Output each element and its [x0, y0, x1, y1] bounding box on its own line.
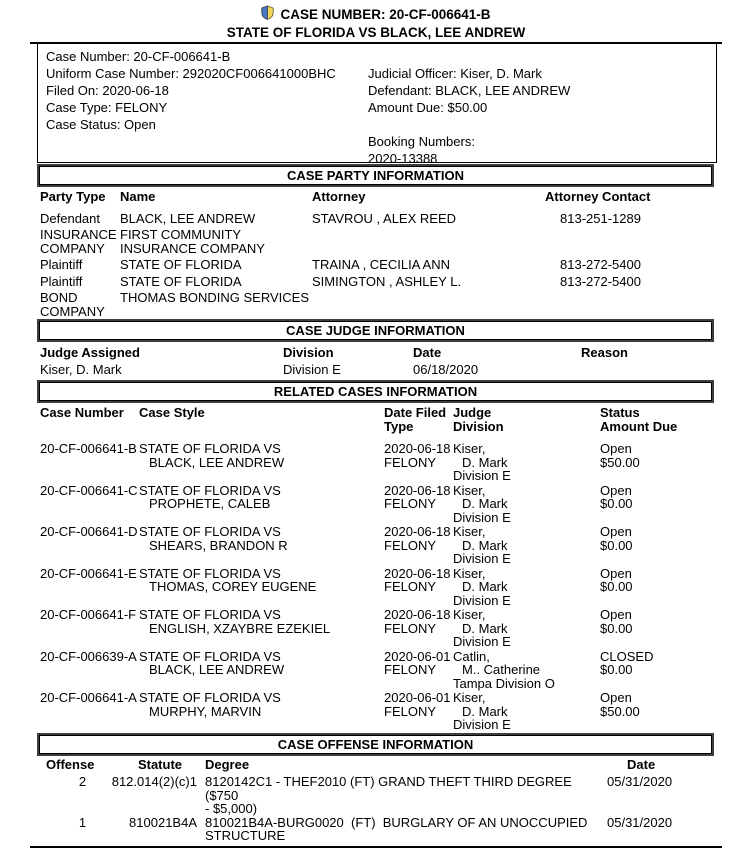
section-bar-related-cases: RELATED CASES INFORMATION	[39, 382, 712, 401]
booking-numbers-label: Booking Numbers:	[368, 134, 475, 149]
related-status-amount: Open $0.00	[600, 607, 633, 636]
related-case-number: 20-CF-006641-C	[40, 482, 138, 498]
booking-number-value: 2020-13388	[368, 151, 438, 166]
col-header-status-amount-due: Status Amount Due	[600, 405, 678, 434]
amount-due-field: Amount Due: $50.00	[368, 100, 488, 115]
case-style-title: STATE OF FLORIDA VS BLACK, LEE ANDREW	[226, 25, 526, 40]
related-case-style: STATE OF FLORIDA VS ENGLISH, XZAYBRE EZEKIEL	[139, 607, 331, 636]
offense-statute: 812.014(2)(c)1	[111, 774, 197, 789]
party-row	[40, 212, 728, 226]
related-date-type: 2020-06-18 FELONY	[384, 565, 451, 594]
col-header-division: Division	[283, 345, 334, 360]
related-case-row	[40, 691, 728, 732]
related-judge-division: Kiser, D. Mark Division E	[453, 565, 511, 608]
judicial-officer-field: Judicial Officer: Kiser, D. Mark	[368, 66, 542, 81]
party-attorney	[312, 291, 545, 318]
party-type: BOND COMPANY	[40, 290, 105, 319]
related-date-type: 2020-06-18 FELONY	[384, 441, 451, 470]
related-case-row	[40, 650, 728, 691]
spacer	[368, 116, 716, 133]
related-case-style: STATE OF FLORIDA VS BLACK, LEE ANDREW	[139, 441, 285, 470]
party-row	[40, 258, 728, 272]
related-case-row	[40, 442, 728, 483]
uniform-case-number-field: Uniform Case Number: 292020CF006641000BHC	[46, 66, 336, 81]
party-type: Plaintiff	[40, 273, 83, 289]
related-case-number: 20-CF-006641-E	[40, 565, 137, 581]
related-case-style: STATE OF FLORIDA VS MURPHY, MARVIN	[139, 690, 281, 719]
related-judge-division: Kiser, D. Mark Division E	[453, 482, 511, 525]
case-party-table	[40, 190, 728, 318]
col-header-party-type: Party Type	[40, 189, 106, 204]
party-attorney-contact: 813-251-1289	[560, 210, 641, 226]
party-name: STATE OF FLORIDA	[120, 257, 242, 272]
section-bar-case-party: CASE PARTY INFORMATION	[39, 166, 712, 185]
offense-number: 1	[78, 814, 87, 830]
judge-date: 06/18/2020	[413, 361, 479, 377]
document-header	[30, 0, 722, 44]
related-judge-division: Kiser, D. Mark Division E	[453, 524, 511, 566]
offense-degree: 810021B4A-BURG0020 (FT) BURGLARY OF AN UNOCCUPIED STRUCTURE	[205, 814, 588, 843]
party-name: FIRST COMMUNITY INSURANCE COMPANY	[120, 227, 265, 256]
col-header-case-number: Case Number	[40, 405, 124, 420]
offense-statute: 810021B4A	[129, 814, 197, 830]
offense-number: 2	[78, 774, 87, 789]
related-case-number: 20-CF-006641-D	[40, 524, 138, 539]
col-header-judge-division: Judge Division	[453, 405, 504, 434]
col-header-date-filed-type: Date Filed Type	[384, 405, 447, 434]
related-status-amount: Open $50.00	[600, 690, 640, 719]
case-number-field: Case Number: 20-CF-006641-B	[46, 49, 231, 64]
security-shield-icon	[261, 5, 274, 24]
offense-degree: 8120142C1 - THEF2010 (FT) GRAND THEFT THIRD DEGREE ($750 - $5,000)	[205, 774, 576, 816]
related-status-amount: Open $50.00	[600, 441, 640, 470]
party-type: Plaintiff	[40, 257, 83, 272]
col-header-offense: Offense	[46, 756, 95, 772]
related-judge-division: Catlin, M.. Catherine Tampa Division O	[453, 648, 555, 691]
related-date-type: 2020-06-01 FELONY	[384, 648, 451, 677]
party-row	[40, 275, 728, 289]
related-case-style: STATE OF FLORIDA VS SHEARS, BRANDON R	[139, 524, 288, 553]
related-date-type: 2020-06-18 FELONY	[384, 482, 451, 511]
party-attorney-contact	[545, 291, 728, 318]
party-attorney	[312, 228, 545, 255]
related-date-type: 2020-06-01 FELONY	[384, 690, 451, 719]
case-offense-table	[40, 758, 728, 843]
related-cases-header-row	[40, 406, 728, 433]
related-case-style: STATE OF FLORIDA VS PROPHETE, CALEB	[139, 482, 281, 511]
col-header-offense-date: Date	[627, 756, 656, 772]
bottom-rule	[30, 846, 722, 848]
related-status-amount: Open $0.00	[600, 482, 633, 511]
col-header-attorney: Attorney	[312, 189, 366, 204]
defendant-field: Defendant: BLACK, LEE ANDREW	[368, 83, 571, 98]
related-status-amount: Open $0.00	[600, 524, 633, 553]
related-status-amount: Open $0.00	[600, 565, 633, 594]
party-name: BLACK, LEE ANDREW	[120, 210, 256, 226]
col-header-judge-assigned: Judge Assigned	[40, 345, 140, 360]
offense-row	[40, 775, 728, 816]
related-case-row	[40, 567, 728, 608]
case-offense-header-row	[40, 758, 728, 772]
col-header-name: Name	[120, 189, 156, 204]
party-row	[40, 228, 728, 255]
case-number-title: CASE NUMBER: 20-CF-006641-B	[280, 7, 491, 22]
offense-date: 05/31/2020	[607, 774, 673, 789]
party-attorney: TRAINA , CECILIA ANN	[312, 257, 450, 272]
related-case-style: STATE OF FLORIDA VS BLACK, LEE ANDREW	[139, 648, 285, 677]
related-case-number: 20-CF-006641-B	[40, 441, 137, 456]
party-attorney-contact	[545, 228, 728, 255]
related-cases-table	[40, 406, 728, 732]
col-header-attorney-contact: Attorney Contact	[545, 189, 651, 204]
judge-reason	[581, 363, 728, 377]
related-case-row	[40, 484, 728, 525]
party-name: STATE OF FLORIDA	[120, 273, 242, 289]
col-header-degree: Degree	[205, 756, 250, 772]
party-type: INSURANCE COMPANY	[40, 227, 117, 256]
judge-assigned: Kiser, D. Mark	[40, 361, 122, 377]
col-header-statute: Statute	[137, 756, 182, 772]
related-judge-division: Kiser, D. Mark Division E	[453, 690, 511, 732]
filed-on-field: Filed On: 2020-06-18	[46, 83, 169, 98]
party-attorney-contact: 813-272-5400	[560, 273, 641, 289]
offense-row	[40, 816, 728, 843]
party-attorney-contact: 813-272-5400	[560, 257, 641, 272]
related-case-number: 20-CF-006641-A	[40, 690, 137, 705]
case-status-field: Case Status: Open	[46, 117, 156, 132]
party-attorney: STAVROU , ALEX REED	[312, 210, 457, 226]
case-party-header-row	[40, 190, 728, 204]
related-date-type: 2020-06-18 FELONY	[384, 524, 451, 553]
party-type: Defendant	[40, 210, 100, 226]
related-judge-division: Kiser, D. Mark Division E	[453, 607, 511, 649]
party-attorney: SIMINGTON , ASHLEY L.	[312, 273, 462, 289]
related-case-row	[40, 525, 728, 566]
related-case-number: 20-CF-006639-A	[40, 648, 137, 664]
related-judge-division: Kiser, D. Mark Division E	[453, 441, 511, 483]
case-judge-header-row	[40, 346, 728, 360]
case-details-right-column	[368, 48, 716, 166]
related-case-row	[40, 608, 728, 649]
case-details-left-column	[46, 48, 368, 162]
party-name: THOMAS BONDING SERVICES	[120, 290, 310, 305]
offense-date: 05/31/2020	[607, 814, 673, 830]
party-row	[40, 291, 728, 318]
case-details-box	[37, 44, 717, 166]
judge-division: Division E	[283, 361, 341, 377]
section-bar-case-offense: CASE OFFENSE INFORMATION	[39, 735, 712, 754]
case-judge-table	[40, 346, 728, 376]
case-type-field: Case Type: FELONY	[46, 100, 168, 115]
case-number-title-row	[30, 5, 722, 24]
related-case-number: 20-CF-006641-F	[40, 607, 137, 622]
related-status-amount: CLOSED $0.00	[600, 648, 654, 677]
related-case-style: STATE OF FLORIDA VS THOMAS, COREY EUGENE	[139, 565, 317, 594]
col-header-date: Date	[413, 345, 442, 360]
section-bar-case-judge: CASE JUDGE INFORMATION	[39, 321, 712, 340]
col-header-case-style: Case Style	[139, 405, 205, 420]
judge-row	[40, 363, 728, 377]
col-header-reason: Reason	[581, 345, 628, 360]
related-date-type: 2020-06-18 FELONY	[384, 607, 451, 636]
